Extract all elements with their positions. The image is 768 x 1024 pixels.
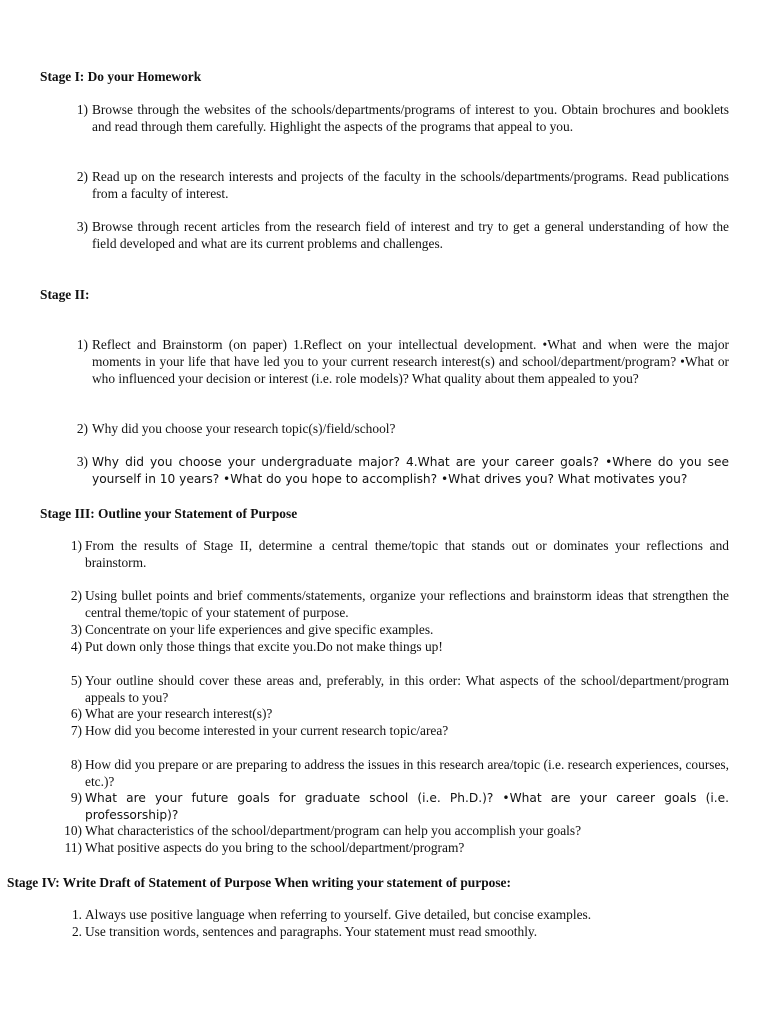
stage3-item-7-number: 7): [70, 723, 82, 738]
stage4-item-2-text: Use transition words, sentences and paragraphs. Your statement must read smoothly.: [85, 924, 538, 939]
stage2-item-1-text: Reflect and Brainstorm (on paper) 1.Reflect on your intellectual development. •What and when were the major moments in your life that have led you to your current research interest(s) and school/department/program? •What or who influenced your decision or interest (i.e. role models)? What quality about them appealed to you?: [92, 337, 729, 386]
stage4-heading: Stage IV: Write Draft of Statement of Purpose When writing your statement of purpose:: [7, 875, 511, 890]
stage3-item-10-number: 10): [64, 823, 82, 838]
stage3-item-9-number: 9): [70, 790, 82, 805]
stage4-item-1-number: 1.: [71, 907, 82, 922]
stage2-item-3-text: Why did you choose your undergraduate major? 4.What are your career goals? •Where do you see yourself in 10 years? •What do you hope to accomplish? •What drives you? What motivates you?: [92, 455, 729, 486]
stage3-item-3-number: 3): [70, 622, 82, 637]
stage1-item-3-number: 3): [76, 219, 88, 234]
stage2-heading: Stage II:: [40, 287, 90, 302]
stage3-item-4-text: Put down only those things that excite you.Do not make things up!: [85, 639, 443, 654]
stage3-item-1-text: From the results of Stage II, determine a central theme/topic that stands out or dominates your reflections and brainstorm.: [85, 538, 729, 570]
stage1-item-1-number: 1): [76, 102, 88, 117]
stage1-heading: Stage I: Do your Homework: [40, 69, 202, 84]
stage3-item-5-number: 5): [70, 673, 82, 688]
stage3-item-5-text: Your outline should cover these areas and, preferably, in this order: What aspects of the school/department/program appeals to you?: [85, 673, 729, 705]
stage3-item-6-number: 6): [70, 706, 82, 721]
stage3-item-1-number: 1): [70, 538, 82, 553]
stage3-item-4-number: 4): [70, 639, 82, 654]
stage1-item-3-text: Browse through recent articles from the research field of interest and try to get a general understanding of how the field developed and what are its current problems and challenges.: [92, 219, 729, 251]
stage2-item-3-number: 3): [76, 454, 88, 469]
stage3-heading: Stage III: Outline your Statement of Purpose: [40, 506, 298, 521]
stage3-item-11-number: 11): [64, 840, 82, 855]
stage3-item-8-text: How did you prepare or are preparing to address the issues in this research area/topic (i.e. research experiences, courses, etc.)?: [85, 757, 729, 789]
stage3-item-10-text: What characteristics of the school/department/program can help you accomplish your goals?: [85, 823, 582, 838]
stage3-item-3-text: Concentrate on your life experiences and give specific examples.: [85, 622, 434, 637]
stage3-item-11-text: What positive aspects do you bring to the school/department/program?: [85, 840, 465, 855]
stage3-item-2-number: 2): [70, 588, 82, 603]
stage2-item-2-text: Why did you choose your research topic(s)/field/school?: [92, 421, 396, 436]
stage3-item-7-text: How did you become interested in your current research topic/area?: [85, 723, 449, 738]
stage1-item-2-number: 2): [76, 169, 88, 184]
stage1-item-1-text: Browse through the websites of the schools/departments/programs of interest to you. Obtain brochures and booklets and read through them carefully. Highlight the aspects of the programs that appeal to you.: [92, 102, 729, 134]
stage2-item-2-number: 2): [76, 421, 88, 436]
stage4-item-2-number: 2.: [71, 924, 82, 939]
stage3-item-9-text: What are your future goals for graduate school (i.e. Ph.D.)? •What are your career goals (i.e. professorship)?: [85, 791, 729, 822]
stage4-item-1-text: Always use positive language when referring to yourself. Give detailed, but concise examples.: [85, 907, 592, 922]
stage3-item-2-text: Using bullet points and brief comments/statements, organize your reflections and brainstorm ideas that strengthen the central theme/topic of your statement of purpose.: [85, 588, 729, 620]
stage1-item-2-text: Read up on the research interests and projects of the faculty in the schools/departments/programs. Read publications from a faculty of interest.: [92, 169, 729, 201]
stage3-item-8-number: 8): [70, 757, 82, 772]
stage3-item-6-text: What are your research interest(s)?: [85, 706, 273, 721]
stage2-item-1-number: 1): [76, 337, 88, 352]
